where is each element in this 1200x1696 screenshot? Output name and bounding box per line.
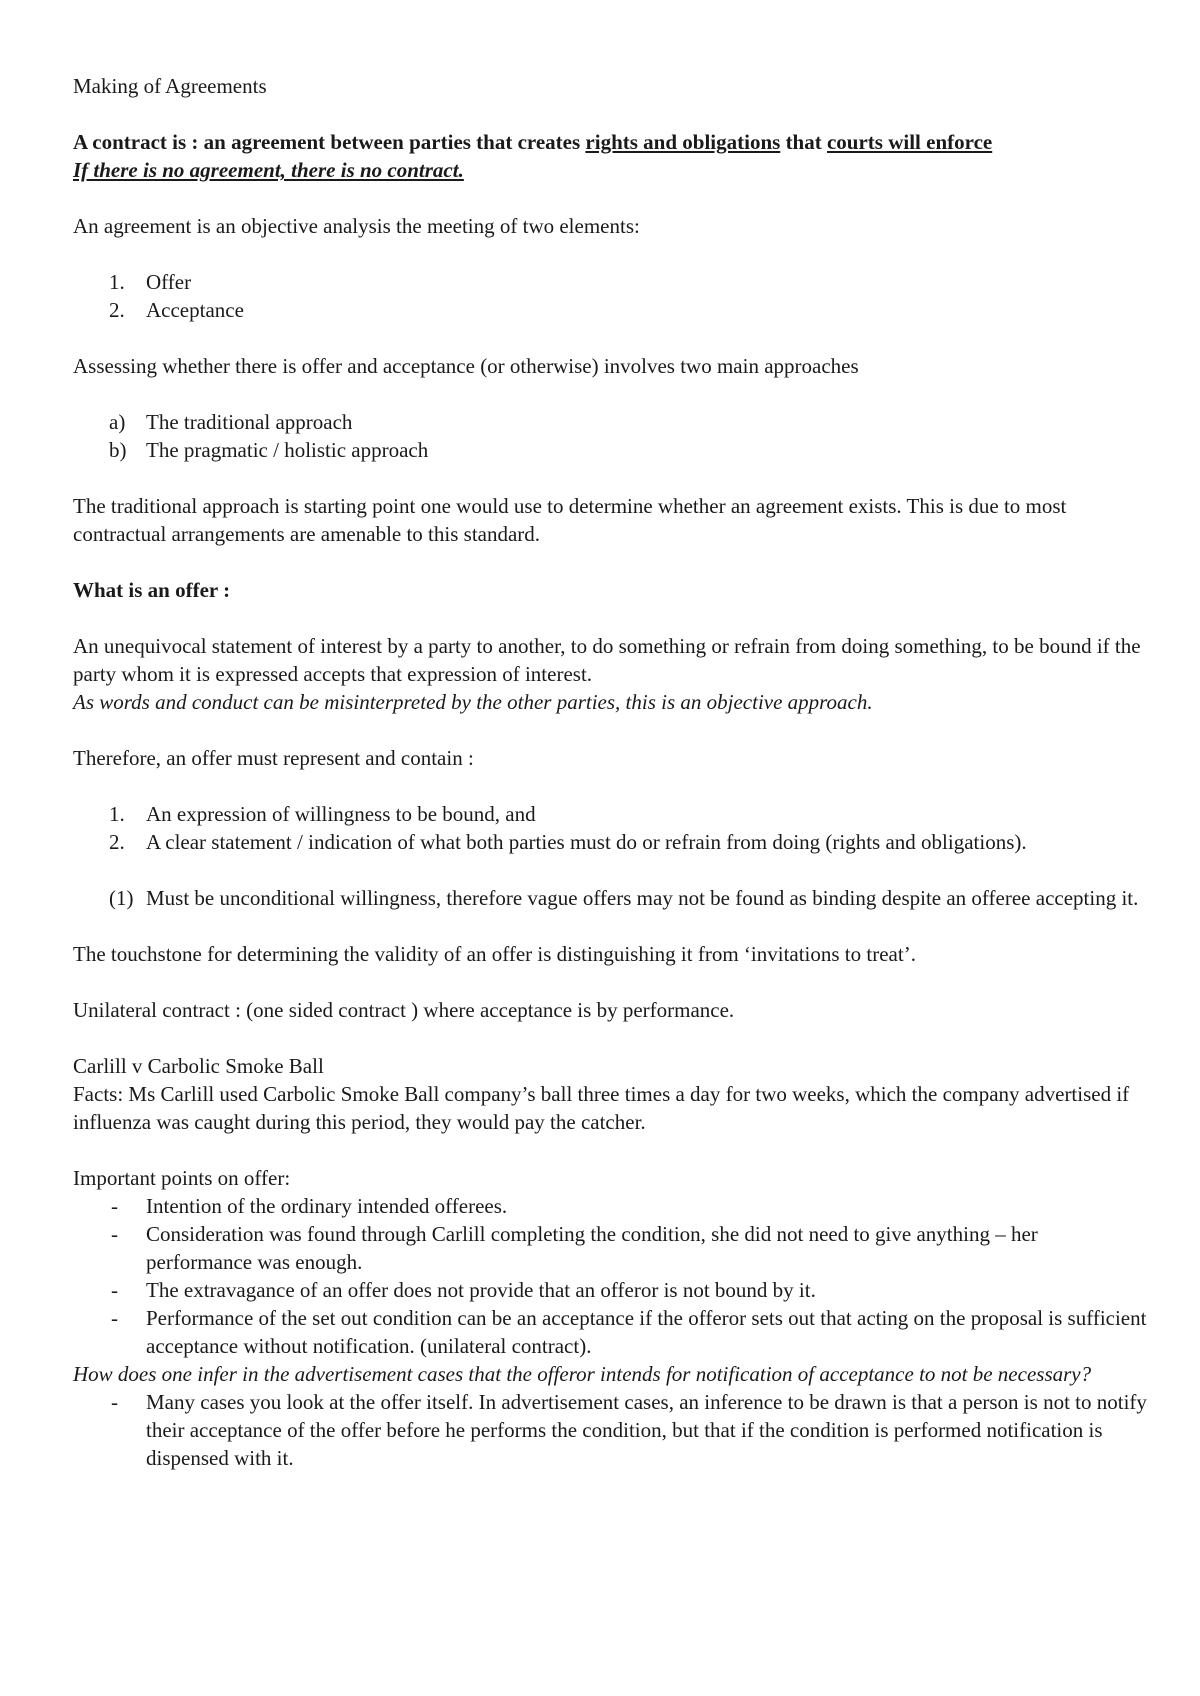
list-item bbox=[73, 436, 1148, 464]
unilateral-note: Unilateral contract : (one sided contract ) where acceptance is by performance. bbox=[73, 998, 735, 1022]
list-marker: - bbox=[111, 1278, 118, 1302]
list-item-text: Intention of the ordinary intended offerees. bbox=[146, 1194, 508, 1218]
definition-mid: that bbox=[780, 130, 827, 154]
list-item-text: A clear statement / indication of what both parties must do or refrain from doing (rights and obligations). bbox=[146, 830, 1027, 854]
points-heading: Important points on offer: bbox=[73, 1166, 291, 1190]
list-item bbox=[73, 268, 1148, 296]
document-page bbox=[73, 72, 1148, 1472]
traditional-note: The traditional approach is starting point one would use to determine whether an agreement exists. This is due to most contractual arrangements are amenable to this standard. bbox=[73, 494, 1067, 546]
elements-list bbox=[73, 268, 1148, 324]
list-item-text: The extravagance of an offer does not provide that an offeror is not bound by it. bbox=[146, 1278, 816, 1302]
case-facts: Facts: Ms Carlill used Carbolic Smoke Ball company’s ball three times a day for two weeks, which the company advertised if influenza was caught during this period, they would pay the catcher. bbox=[73, 1082, 1130, 1134]
list-item-text: Acceptance bbox=[146, 298, 244, 322]
list-item-text: Consideration was found through Carlill completing the condition, she did not need to give anything – her performance was enough. bbox=[146, 1222, 1038, 1274]
list-item-text: The traditional approach bbox=[146, 410, 353, 434]
offer-must-contain: Therefore, an offer must represent and contain : bbox=[73, 746, 474, 770]
no-contract-statement: If there is no agreement, there is no contract. bbox=[73, 158, 464, 182]
list-marker: - bbox=[111, 1194, 118, 1218]
list-item bbox=[73, 296, 1148, 324]
points-list bbox=[73, 1192, 1148, 1360]
offer-items-list bbox=[73, 800, 1148, 856]
list-marker: a) bbox=[109, 410, 126, 434]
definition-courts: courts will enforce bbox=[826, 130, 993, 154]
list-marker: 2. bbox=[109, 298, 125, 322]
answers-list bbox=[73, 1388, 1148, 1472]
document-title: Making of Agreements bbox=[73, 74, 267, 98]
list-item bbox=[73, 884, 1148, 912]
list-item bbox=[73, 1276, 1148, 1304]
offer-heading: What is an offer : bbox=[73, 578, 231, 602]
approaches-list bbox=[73, 408, 1148, 464]
list-marker: (1) bbox=[109, 886, 134, 910]
approaches-intro: Assessing whether there is offer and acceptance (or otherwise) involves two main approaches bbox=[73, 354, 859, 378]
list-item bbox=[73, 828, 1148, 856]
list-marker: 1. bbox=[109, 802, 125, 826]
agreement-intro: An agreement is an objective analysis the meeting of two elements: bbox=[73, 214, 640, 238]
list-item bbox=[73, 1220, 1148, 1276]
list-marker: - bbox=[111, 1390, 118, 1414]
list-marker: 1. bbox=[109, 270, 125, 294]
list-item bbox=[73, 800, 1148, 828]
list-marker: b) bbox=[109, 438, 127, 462]
list-marker: 2. bbox=[109, 830, 125, 854]
inference-question: How does one infer in the advertisement cases that the offeror intends for notification of acceptance to not be necessary? bbox=[73, 1362, 1092, 1386]
list-item-text: Must be unconditional willingness, therefore vague offers may not be found as binding despite an offeree accepting it. bbox=[146, 886, 1139, 910]
list-item-text: Performance of the set out condition can be an acceptance if the offeror sets out that acting on the proposal is sufficient acceptance without notification. (unilateral contract). bbox=[146, 1306, 1147, 1358]
list-item bbox=[73, 1388, 1148, 1472]
list-item bbox=[73, 408, 1148, 436]
list-item-text: The pragmatic / holistic approach bbox=[146, 438, 429, 462]
list-item bbox=[73, 1304, 1148, 1360]
list-marker: - bbox=[111, 1222, 118, 1246]
offer-definition: An unequivocal statement of interest by a party to another, to do something or refrain from doing something, to be bound if the party whom it is expressed accepts that expression of interest. bbox=[73, 634, 1141, 686]
definition-lead: A contract is : an agreement between parties that creates bbox=[73, 130, 586, 154]
list-item-text: Many cases you look at the offer itself. In advertisement cases, an inference to be drawn is that a person is not to notify their acceptance of the offer before he performs the condition, but that if the condition is performed notification is dispensed with it. bbox=[146, 1390, 1147, 1470]
list-marker: - bbox=[111, 1306, 118, 1330]
list-item-text: An expression of willingness to be bound, and bbox=[146, 802, 536, 826]
list-item bbox=[73, 1192, 1148, 1220]
definition-rights: rights and obligations bbox=[585, 130, 781, 154]
offer-objective-note: As words and conduct can be misinterpreted by the other parties, this is an objective approach. bbox=[73, 690, 873, 714]
list-item-text: Offer bbox=[146, 270, 192, 294]
case-name: Carlill v Carbolic Smoke Ball bbox=[73, 1054, 324, 1078]
contract-definition bbox=[73, 128, 1148, 156]
paren-items-list bbox=[73, 884, 1148, 912]
touchstone-note: The touchstone for determining the validity of an offer is distinguishing it from ‘invitations to treat’. bbox=[73, 942, 916, 966]
